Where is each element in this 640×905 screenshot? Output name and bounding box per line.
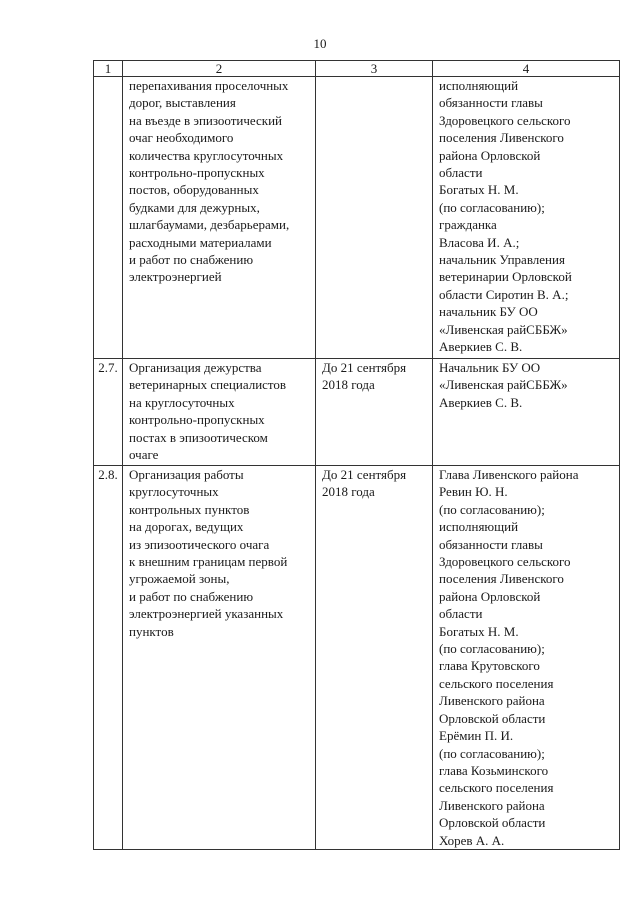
table-row	[94, 359, 620, 466]
row-number: 2.7.	[94, 359, 123, 466]
measures-table	[93, 60, 620, 850]
row-number	[94, 77, 123, 359]
row-deadline: До 21 сентября 2018 года	[316, 466, 433, 850]
row-number: 2.8.	[94, 466, 123, 850]
row-responsible: Глава Ливенского района Ревин Ю. Н. (по согласованию); исполняющий обязанности главы Здоровецкого сельского поселения Ливенского района Орловской области Богатых Н. М. (по согласованию); глава Крутовского сельского поселения Ливенского района Орловской области Ерёмин П. И. (по согласованию); глава Козьминского сельского поселения Ливенского района Орловской области Хорев А. А.	[433, 466, 620, 850]
table-header-row	[94, 61, 620, 77]
row-deadline	[316, 77, 433, 359]
table-row	[94, 77, 620, 359]
header-col-3: 3	[316, 61, 433, 77]
header-col-2: 2	[123, 61, 316, 77]
table-row	[94, 466, 620, 850]
row-responsible: Начальник БУ ОО «Ливенская райСББЖ» Аверкиев С. В.	[433, 359, 620, 466]
row-action: перепахивания проселочных дорог, выставления на въезде в эпизоотический очаг необходимого количества круглосуточных контрольно-пропускных постов, оборудованных будками для дежурных, шлагбаумами, дезбарьерами, расходными материалами и работ по снабжению электроэнергией	[123, 77, 316, 359]
row-responsible: исполняющий обязанности главы Здоровецкого сельского поселения Ливенского района Орловской области Богатых Н. М. (по согласованию); гражданка Власова И. А.; начальник Управления ветеринарии Орловской области Сиротин В. А.; начальник БУ ОО «Ливенская райСББЖ» Аверкиев С. В.	[433, 77, 620, 359]
page-number: 10	[313, 36, 327, 51]
row-action: Организация дежурства ветеринарных специалистов на круглосуточных контрольно-пропускных постах в эпизоотическом очаге	[123, 359, 316, 466]
row-deadline: До 21 сентября 2018 года	[316, 359, 433, 466]
header-col-4: 4	[433, 61, 620, 77]
header-col-1: 1	[94, 61, 123, 77]
row-action: Организация работы круглосуточных контрольных пунктов на дорогах, ведущих из эпизоотического очага к внешним границам первой угрожаемой зоны, и работ по снабжению электроэнергией указанных пунктов	[123, 466, 316, 850]
